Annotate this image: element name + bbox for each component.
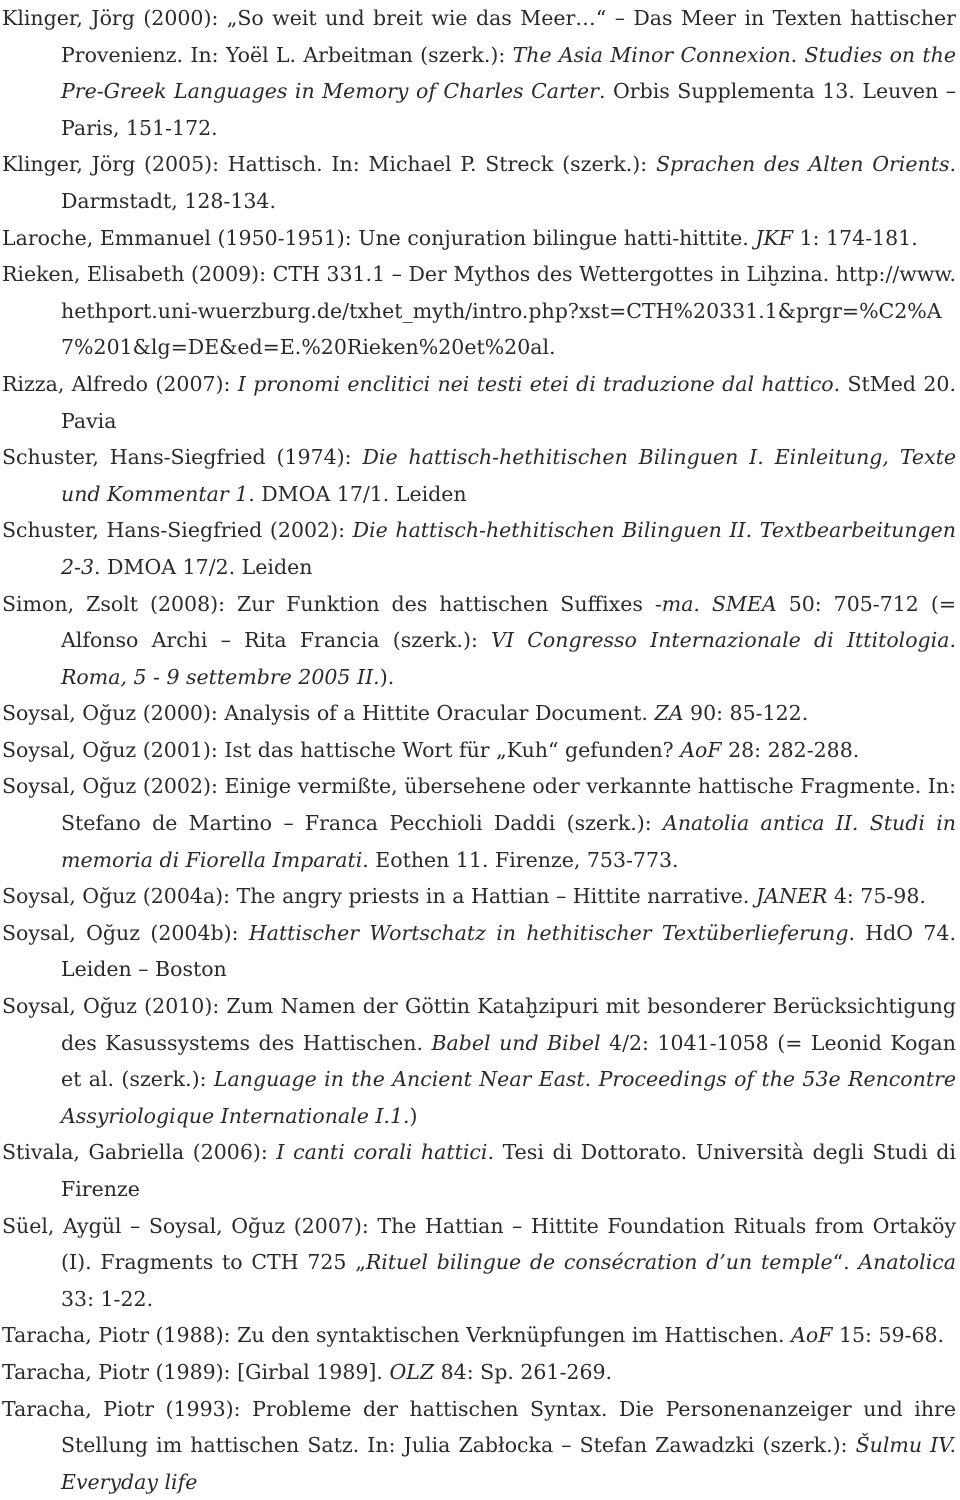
entry-text: Laroche, Emmanuel (1950-1951): Une conjuration bilingue hatti-hittite. (2, 225, 756, 250)
bibliography-entry (2, 1208, 956, 1318)
bibliography-entry (2, 878, 956, 915)
entry-italic-title: AoF (791, 1323, 833, 1348)
entry-text: 90: 85-122. (683, 701, 809, 726)
entry-text: Soysal, Oğuz (2010): Zum Namen der Göttin Kataḫzipuri mit besonderer Berücksichtigung des Kasussystems des Hattischen. (2, 994, 956, 1055)
entry-italic-title: Die hattisch-hethitischen Bilinguen I. Einleitung, Texte und Kommentar 1 (61, 445, 956, 506)
entry-text: Stivala, Gabriella (2006): (2, 1140, 277, 1165)
entry-italic-title: Anatolia antica II. Studi in memoria di Fiorella Imparati (61, 811, 956, 872)
entry-italic-title: Language in the Ancient Near East. Proceedings of the 53e Rencontre Assyriologique Internationale I.1. (61, 1067, 956, 1128)
entry-text: Taracha, Piotr (1993): Probleme der hattischen Syntax. Die Personenanzeiger und ihre Stellung im hattischen Satz. In: Julia Zabłocka – Stefan Zawadzki (szerk.): (2, 1396, 956, 1458)
bibliography-entry (2, 732, 956, 769)
entry-text: Taracha, Piotr (1988): Zu den syntaktischen Verknüpfungen im Hattischen. (2, 1323, 792, 1348)
entry-italic-title: ma (661, 591, 694, 616)
bibliography-entry (2, 1354, 956, 1391)
entry-url[interactable]: http://www.hethport.uni-wuerzburg.de/txhet_myth/intro.php?xst=CTH%20331.1&prgr=%C2%A7%201&lg=DE&ed=E.%20Rieken%20et%20al. (61, 262, 956, 360)
entry-italic-title: JANER (755, 884, 828, 909)
bibliography-entry (2, 1134, 956, 1207)
entry-text: ). (379, 664, 395, 689)
bibliography-entry (2, 1317, 956, 1354)
entry-text: “. (832, 1250, 859, 1275)
entry-text: Soysal, Oğuz (2001): Ist das hattische Wort für „Kuh“ gefunden? (2, 737, 681, 762)
entry-italic-title: Die hattisch-hethitischen Bilinguen II. Textbearbeitungen 2-3 (61, 518, 956, 579)
entry-italic-title: JKF (755, 225, 794, 250)
entry-italic-title: SMEA (711, 591, 777, 616)
entry-text: 28: 282-288. (721, 737, 860, 762)
entry-text: 33: 1-22. (61, 1286, 154, 1311)
bibliography-entry (2, 695, 956, 732)
entry-text: Soysal, Oğuz (2004b): (2, 920, 249, 945)
entry-text: Soysal, Oğuz (2000): Analysis of a Hittite Oracular Document. (2, 701, 655, 726)
entry-italic-title: Šulmu IV. Everyday life (61, 1433, 956, 1494)
entry-italic-title: Rituel bilingue de consécration d’un temple (365, 1250, 833, 1275)
bibliography-entry (2, 988, 956, 1134)
entry-text: Simon, Zsolt (2008): Zur Funktion des hattischen Suffixes - (2, 591, 662, 616)
entry-text: Rizza, Alfredo (2007): (2, 371, 238, 396)
bibliography-entry (2, 256, 956, 366)
entry-text: . (949, 628, 956, 653)
entry-italic-title: AoF (680, 737, 722, 762)
entry-italic-title: I pronomi enclitici nei testi etei di traduzione dal hattico (237, 371, 834, 396)
entry-text: Soysal, Oğuz (2002): Einige vermißte, übersehene oder verkannte hattische Fragmente. In: Stefano de Martino – Franca Pecchioli Daddi (szerk.): (2, 774, 956, 836)
entry-text: . StMed 20. Pavia (61, 371, 956, 433)
bibliography-entry (2, 220, 956, 257)
entry-text: . (693, 591, 712, 616)
bibliography-entry (2, 439, 956, 512)
entry-italic-title: OLZ (389, 1359, 435, 1384)
entry-italic-title: Hattischer Wortschatz in hethitischer Textüberlieferung (248, 920, 849, 945)
bibliography-entry (2, 1391, 956, 1500)
entry-italic-title: Anatolica (858, 1250, 956, 1275)
entry-text: Klinger, Jörg (2005): Hattisch. In: Michael P. Streck (szerk.): (2, 152, 656, 177)
entry-italic-title: I canti corali hattici (276, 1140, 488, 1165)
entry-text: 4/2: 1041-1058 (= Leonid Kogan et al. (szerk.): (61, 1030, 956, 1092)
entry-text: Rieken, Elisabeth (2009): CTH 331.1 – Der Mythos des Wettergottes in Liḫzina. (2, 262, 836, 287)
entry-text: . DMOA 17/1. Leiden (248, 481, 467, 506)
entry-text: 50: 705-712 (= Alfonso Archi – Rita Francia (szerk.): (61, 591, 956, 653)
entry-text: . Tesi di Dottorato. Università degli Studi di Firenze (61, 1140, 956, 1201)
bibliography-entry (2, 366, 956, 439)
entry-text: . Darmstadt, 128-134. (61, 152, 956, 213)
entry-text: . Eothen 11. Firenze, 753-773. (362, 847, 679, 872)
entry-text: Taracha, Piotr (1989): [Girbal 1989]. (2, 1359, 390, 1384)
bibliography-entry (2, 512, 956, 585)
bibliography-entry (2, 915, 956, 988)
entry-text: 4: 75-98. (827, 884, 926, 909)
entry-text: . DMOA 17/2. Leiden (94, 554, 313, 579)
entry-italic-title: ZA (654, 701, 684, 726)
entry-text: Süel, Aygül – Soysal, Oğuz (2007): The Hattian – Hittite Foundation Rituals from Ortaköy (I). Fragments to CTH 725 „ (2, 1213, 956, 1275)
bibliography-entry (2, 146, 956, 219)
entry-italic-title: The Asia Minor Connexion. Studies on the Pre-Greek Languages in Memory of Charles Carter (61, 42, 957, 104)
entry-text: Soysal, Oğuz (2004a): The angry priests in a Hattian – Hittite narrative. (2, 884, 756, 909)
entry-text: . Orbis Supplementa 13. Leuven – Paris, 151-172. (61, 79, 956, 140)
entry-text: Klinger, Jörg (2000): „So weit und breit wie das Meer…“ – Das Meer in Texten hattischer Provenienz. In: Yoël L. Arbeitman (szerk.): (2, 6, 956, 67)
bibliography-entry (2, 768, 956, 878)
entry-text: Schuster, Hans-Siegfried (2002): (2, 518, 353, 543)
bibliography-entry (2, 0, 956, 146)
entry-italic-title: Sprachen des Alten Orients (655, 152, 950, 177)
entry-text: 15: 59-68. (832, 1323, 945, 1348)
entry-text: Schuster, Hans-Siegfried (1974): (2, 445, 363, 470)
entry-text: . HdO 74. Leiden – Boston (61, 920, 956, 982)
entry-italic-title: Babel und Bibel (431, 1030, 601, 1055)
entry-italic-title: Roma, 5 - 9 settembre 2005 II. (61, 664, 380, 689)
bibliography-entry (2, 586, 956, 696)
entry-text: 84: Sp. 261-269. (434, 1359, 613, 1384)
entry-italic-title: VI Congresso Internazionale di Ittitologia (491, 628, 950, 653)
entry-text: ) (409, 1103, 418, 1128)
entry-text: 1: 174-181. (793, 225, 918, 250)
